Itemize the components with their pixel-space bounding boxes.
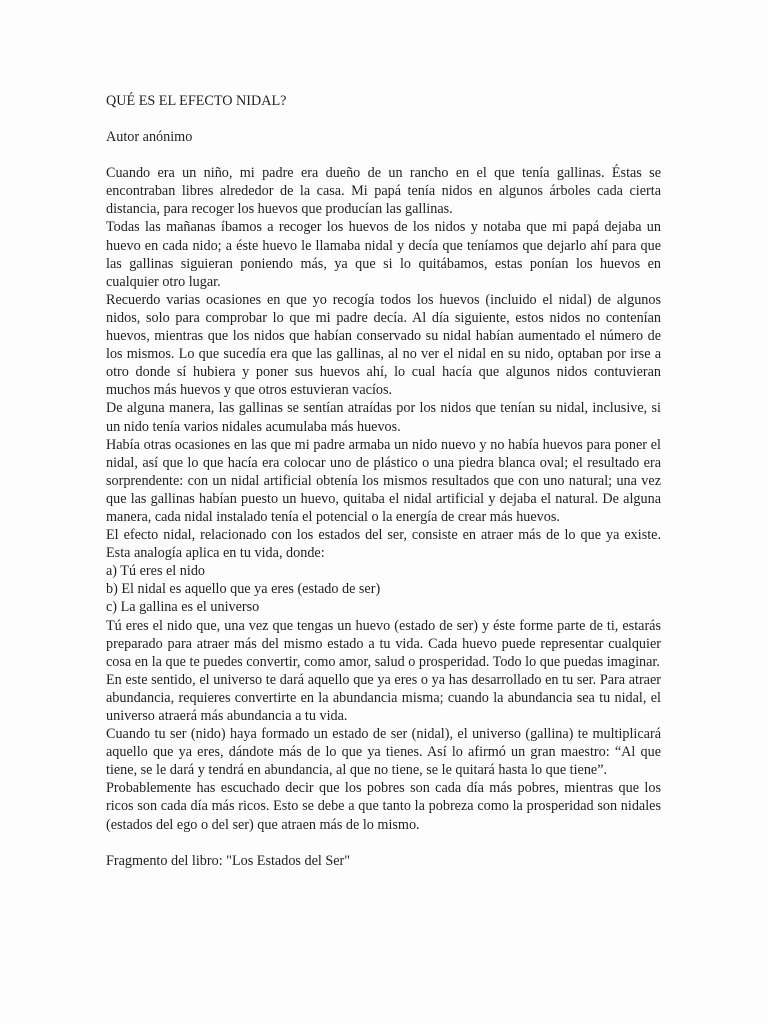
paragraph: Todas las mañanas íbamos a recoger los huevos de los nidos y notaba que mi papá dejaba un huevo en cada nido; a éste huevo le llamaba nidal y decía que teníamos que dejarlo ahí para que las gallinas siguieran poniendo más, ya que si lo quitábamos, estas ponían los huevos en cualquier otro lugar.: [106, 219, 661, 290]
list-item: c) La gallina es el universo: [106, 599, 260, 616]
document-body: [106, 164, 661, 833]
document-content: [106, 92, 661, 870]
paragraph: Tú eres el nido que, una vez que tengas un huevo (estado de ser) y éste forme parte de ti, estarás preparado para atraer más del mismo estado a tu vida. Cada huevo puede representar cualquier cosa en la que te puedes convertir, como amor, salud o prosperidad. Todo lo que puedas imaginar.: [106, 617, 661, 670]
document-author: Autor anónimo: [106, 129, 193, 146]
paragraph: El efecto nidal, relacionado con los estados del ser, consiste en atraer más de lo que ya existe. Esta analogía aplica en tu vida, donde:: [106, 527, 661, 562]
paragraph: Probablemente has escuchado decir que los pobres son cada día más pobres, mientras que los ricos son cada día más ricos. Esto se debe a que tanto la pobreza como la prosperidad son nidales (estados del ego o del ser) que atraen más de lo mismo.: [106, 780, 661, 833]
book-fragment-credit: Fragmento del libro: "Los Estados del Ser": [106, 852, 351, 869]
list-item: b) El nidal es aquello que ya eres (estado de ser): [106, 581, 381, 598]
paragraph: Recuerdo varias ocasiones en que yo recogía todos los huevos (incluido el nidal) de algunos nidos, solo para comprobar lo que mi padre decía. Al día siguiente, estos nidos no contenían huevos, mientras que los nidos que habían conservado su nidal habían aumentado el número de los mismos. Lo que sucedía era que las gallinas, al no ver el nidal en su nido, optaban por irse a otro donde sí hubiera y poner sus huevos ahí, lo cual hacía que algunos nidos contuvieran muchos más huevos y que otros estuvieran vacíos.: [106, 291, 661, 399]
document-title: QUÉ ES EL EFECTO NIDAL?: [106, 93, 287, 109]
paragraph: Cuando tu ser (nido) haya formado un estado de ser (nidal), el universo (gallina) te multiplicará aquello que ya eres, dándote más de lo que ya tienes. Así lo afirmó un gran maestro: “Al que tiene, se le dará y tendrá en abundancia, al que no tiene, se le quitará hasta lo que tiene”.: [106, 726, 661, 779]
list-item: a) Tú eres el nido: [106, 563, 206, 580]
paragraph: Había otras ocasiones en las que mi padre armaba un nido nuevo y no había huevos para poner el nidal, así que lo que hacía era colocar uno de plástico o una piedra blanca oval; el resultado era sorprendente: con un nidal artificial obtenía los mismos resultados que con uno natural; una vez que las gallinas habían puesto un huevo, quitaba el nidal artificial y dejaba el natural. De alguna manera, cada nidal instalado tenía el potencial o la energía de crear más huevos.: [106, 436, 661, 525]
paragraph: Cuando era un niño, mi padre era dueño de un rancho en el que tenía gallinas. Éstas se encontraban libres alrededor de la casa. Mi papá tenía nidos en algunos árboles cada cierta distancia, para recoger los huevos que producían las gallinas.: [106, 165, 661, 218]
paragraph: De alguna manera, las gallinas se sentían atraídas por los nidos que tenían su nidal, inclusive, si un nido tenía varios nidales acumulaba más huevos.: [106, 400, 661, 435]
paragraph: En este sentido, el universo te dará aquello que ya eres o ya has desarrollado en tu ser. Para atraer abundancia, requieres convertirte en la abundancia misma; cuando la abundancia sea tu nidal, el universo atraerá más abundancia a tu vida.: [106, 671, 661, 724]
